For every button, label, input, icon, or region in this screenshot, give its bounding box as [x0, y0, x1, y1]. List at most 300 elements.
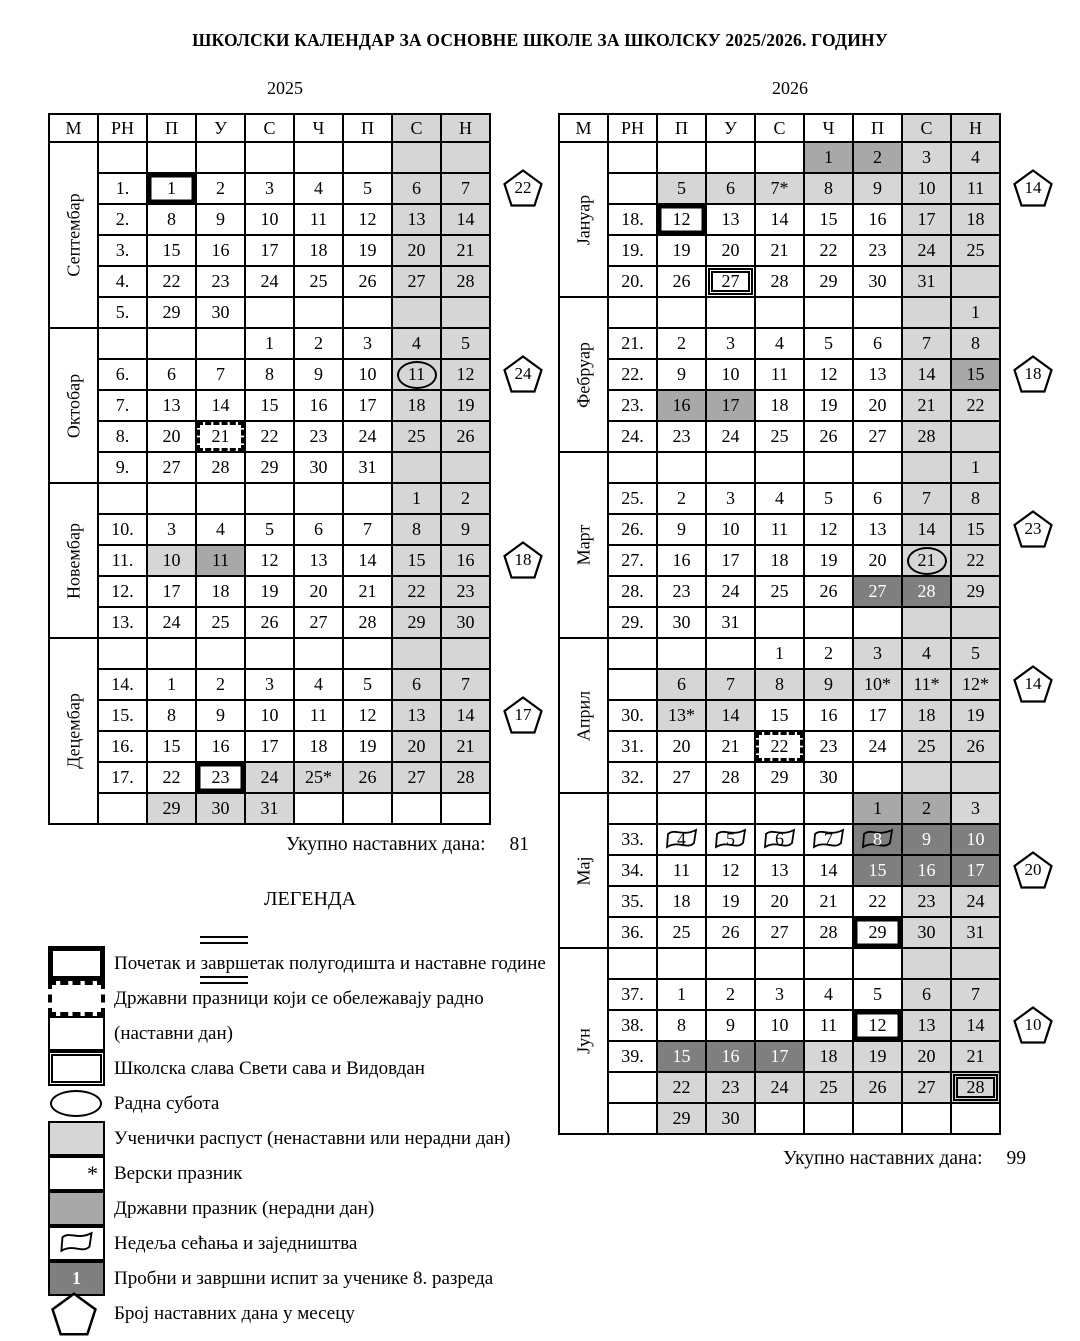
day-cell: 28 — [902, 421, 951, 452]
day-cell: 19 — [853, 1041, 902, 1072]
legend-item — [48, 946, 548, 981]
day-cell — [755, 948, 804, 979]
week-number-cell — [608, 793, 657, 824]
day-cell: 17 — [706, 545, 755, 576]
day-header: П — [853, 114, 902, 142]
day-cell: 12 — [706, 855, 755, 886]
day-cell: 19 — [245, 576, 294, 607]
day-cell: 23 — [706, 1072, 755, 1103]
day-cell: 5 — [245, 514, 294, 545]
day-cell: 27 — [853, 576, 902, 607]
day-cell: 15 — [657, 1041, 706, 1072]
teaching-days-count: 10 — [1024, 1014, 1042, 1034]
week-number-cell: 6. — [98, 359, 147, 390]
day-cell: 8 — [951, 483, 1000, 514]
day-cell: 21 — [343, 576, 392, 607]
day-cell: 2 — [657, 483, 706, 514]
day-cell: 1 — [392, 483, 441, 514]
day-cell: 22 — [147, 266, 196, 297]
day-cell: 25 — [902, 731, 951, 762]
day-cell — [343, 483, 392, 514]
day-cell — [343, 142, 392, 173]
day-cell: 28 — [804, 917, 853, 948]
year-label-2026: 2026 — [772, 78, 808, 98]
day-cell: 15 — [147, 731, 196, 762]
day-cell — [392, 638, 441, 669]
day-cell: 8 — [951, 328, 1000, 359]
day-cell: 6 — [902, 979, 951, 1010]
day-cell: 10 — [245, 700, 294, 731]
week-row — [49, 483, 490, 514]
day-cell: 21 — [196, 421, 245, 452]
day-cell: 2 — [804, 638, 853, 669]
day-cell: 6 — [657, 669, 706, 700]
day-cell: 12 — [804, 359, 853, 390]
day-cell: 11 — [392, 359, 441, 390]
day-cell: 12* — [951, 669, 1000, 700]
day-cell: 19 — [706, 886, 755, 917]
day-cell — [755, 452, 804, 483]
day-cell: 31 — [902, 266, 951, 297]
day-cell — [343, 793, 392, 824]
day-cell: 5 — [343, 173, 392, 204]
day-cell: 26 — [343, 762, 392, 793]
day-cell: 3 — [706, 328, 755, 359]
day-cell: 14 — [902, 359, 951, 390]
day-cell: 22 — [951, 545, 1000, 576]
day-cell: 6 — [392, 173, 441, 204]
day-cell: 9 — [657, 514, 706, 545]
month-label: Септембар — [49, 142, 98, 328]
week-number-cell: 8. — [98, 421, 147, 452]
day-cell — [294, 638, 343, 669]
day-cell: 27 — [853, 421, 902, 452]
day-cell: 26 — [804, 576, 853, 607]
day-cell: 7 — [343, 514, 392, 545]
day-cell: 11 — [755, 514, 804, 545]
day-header: Ч — [294, 114, 343, 142]
day-cell: 9 — [196, 204, 245, 235]
day-cell: 21 — [902, 390, 951, 421]
legend-item — [48, 1226, 548, 1261]
day-cell — [951, 266, 1000, 297]
legend-item — [48, 1296, 548, 1331]
week-row — [49, 390, 490, 421]
day-cell: 25 — [196, 607, 245, 638]
day-cell: 27 — [294, 607, 343, 638]
month-label: Фебруар — [559, 297, 608, 452]
week-row — [559, 886, 1000, 917]
week-row — [559, 1103, 1000, 1134]
day-cell: 5 — [853, 979, 902, 1010]
day-header: С — [755, 114, 804, 142]
day-cell — [902, 948, 951, 979]
day-cell: 9 — [804, 669, 853, 700]
day-header: У — [196, 114, 245, 142]
day-cell: 21 — [441, 731, 490, 762]
week-row — [49, 762, 490, 793]
day-cell: 2 — [294, 328, 343, 359]
day-cell: 30 — [441, 607, 490, 638]
day-cell: 12 — [657, 204, 706, 235]
day-cell: 11 — [755, 359, 804, 390]
day-header: Н — [951, 114, 1000, 142]
flag-swatch — [48, 1226, 105, 1261]
day-cell — [706, 452, 755, 483]
week-number-cell — [608, 948, 657, 979]
day-cell: 1 — [147, 669, 196, 700]
teaching-days-pentagon — [503, 696, 543, 734]
day-cell: 18 — [951, 204, 1000, 235]
day-cell: 31 — [706, 607, 755, 638]
day-cell — [853, 297, 902, 328]
day-cell: 23 — [196, 762, 245, 793]
day-cell: 6 — [853, 483, 902, 514]
day-cell: 14 — [755, 204, 804, 235]
medium-gray-swatch — [48, 1191, 105, 1226]
week-row — [559, 1072, 1000, 1103]
day-cell — [951, 948, 1000, 979]
legend-item-label: (наставни дан) — [114, 1022, 233, 1044]
day-cell: 18 — [392, 390, 441, 421]
week-row — [49, 235, 490, 266]
week-row — [49, 638, 490, 669]
day-cell: 29 — [657, 1103, 706, 1134]
day-cell: 28 — [755, 266, 804, 297]
day-cell: 29 — [853, 917, 902, 948]
day-cell: 21 — [951, 1041, 1000, 1072]
legend-item — [48, 1051, 548, 1086]
week-row — [49, 297, 490, 328]
day-cell: 8 — [657, 1010, 706, 1041]
day-cell: 20 — [657, 731, 706, 762]
week-row — [559, 266, 1000, 297]
day-cell: 13 — [755, 855, 804, 886]
month-label: Новембар — [49, 483, 98, 638]
week-row — [559, 607, 1000, 638]
double-line-mark — [200, 976, 248, 984]
day-cell — [245, 638, 294, 669]
day-cell — [657, 793, 706, 824]
legend-item — [48, 1191, 548, 1226]
week-number-cell — [608, 1103, 657, 1134]
day-cell: 4 — [804, 979, 853, 1010]
day-cell — [804, 793, 853, 824]
week-row — [559, 1010, 1000, 1041]
legend-item — [48, 1016, 548, 1051]
week-number-cell — [608, 669, 657, 700]
week-number-cell: 33. — [608, 824, 657, 855]
day-cell: 30 — [804, 762, 853, 793]
day-cell: 8 — [804, 173, 853, 204]
day-cell: 9 — [196, 700, 245, 731]
double-border-swatch — [48, 1051, 105, 1086]
day-cell: 24 — [902, 235, 951, 266]
legend-item — [48, 1261, 548, 1296]
week-row — [49, 328, 490, 359]
week-row — [49, 421, 490, 452]
day-cell: 30 — [902, 917, 951, 948]
day-cell: 11 — [657, 855, 706, 886]
day-cell: 6 — [755, 824, 804, 855]
day-cell — [657, 948, 706, 979]
day-cell — [294, 793, 343, 824]
day-cell — [392, 297, 441, 328]
day-cell: 4 — [294, 173, 343, 204]
day-cell — [657, 638, 706, 669]
week-number-cell — [608, 452, 657, 483]
week-row — [49, 204, 490, 235]
day-cell: 28 — [343, 607, 392, 638]
day-cell: 22 — [755, 731, 804, 762]
day-cell: 10 — [706, 359, 755, 390]
day-cell: 19 — [804, 390, 853, 421]
day-cell: 13 — [706, 204, 755, 235]
day-header: РН — [98, 114, 147, 142]
day-cell: 13 — [853, 359, 902, 390]
teaching-days-count: 17 — [514, 704, 532, 724]
day-cell: 23 — [902, 886, 951, 917]
total-value: 81 — [509, 834, 529, 855]
day-cell: 31 — [343, 452, 392, 483]
day-cell: 30 — [294, 452, 343, 483]
day-cell: 1 — [755, 638, 804, 669]
double-line-mark — [200, 936, 248, 944]
day-cell: 16 — [294, 390, 343, 421]
header-row — [559, 114, 1000, 142]
day-cell — [441, 452, 490, 483]
day-cell: 2 — [853, 142, 902, 173]
week-number-cell: 26. — [608, 514, 657, 545]
day-cell: 9 — [853, 173, 902, 204]
week-row — [559, 576, 1000, 607]
day-cell: 24 — [343, 421, 392, 452]
day-cell: 18 — [755, 390, 804, 421]
day-cell — [343, 297, 392, 328]
day-cell — [441, 142, 490, 173]
day-cell: 3 — [951, 793, 1000, 824]
day-cell: 7 — [706, 669, 755, 700]
week-row — [559, 483, 1000, 514]
week-number-cell: 1. — [98, 173, 147, 204]
day-cell: 3 — [853, 638, 902, 669]
teaching-days-count: 24 — [514, 363, 532, 383]
day-cell — [755, 793, 804, 824]
legend-item-label: Државни празник (нерадни дан) — [114, 1197, 375, 1219]
week-row — [559, 390, 1000, 421]
day-cell — [951, 607, 1000, 638]
day-header: Ч — [804, 114, 853, 142]
week-row — [559, 979, 1000, 1010]
calendar-table-2026 — [558, 113, 1042, 1135]
day-cell: 8 — [392, 514, 441, 545]
day-cell: 23 — [657, 576, 706, 607]
day-cell: 30 — [196, 793, 245, 824]
month-label: Март — [559, 452, 608, 638]
day-cell: 29 — [147, 793, 196, 824]
day-cell: 17 — [706, 390, 755, 421]
month-label: Април — [559, 638, 608, 793]
week-number-cell: 30. — [608, 700, 657, 731]
day-cell: 16 — [804, 700, 853, 731]
legend-item — [48, 1156, 548, 1191]
week-number-cell — [608, 142, 657, 173]
week-number-cell — [98, 142, 147, 173]
week-row — [559, 1041, 1000, 1072]
day-header: М — [559, 114, 608, 142]
day-cell — [196, 638, 245, 669]
teaching-days-pentagon — [1013, 1006, 1053, 1044]
day-cell: 26 — [657, 266, 706, 297]
day-cell — [755, 607, 804, 638]
day-cell — [902, 1103, 951, 1134]
day-cell: 10 — [706, 514, 755, 545]
week-number-cell: 31. — [608, 731, 657, 762]
day-cell: 4 — [902, 638, 951, 669]
day-cell: 15 — [392, 545, 441, 576]
day-cell — [853, 1103, 902, 1134]
day-cell — [706, 793, 755, 824]
legend — [48, 946, 548, 1331]
week-row — [559, 638, 1000, 669]
legend-item — [48, 1086, 548, 1121]
week-number-cell: 27. — [608, 545, 657, 576]
day-cell: 19 — [343, 235, 392, 266]
day-cell — [343, 638, 392, 669]
day-cell: 10 — [245, 204, 294, 235]
calendar-grid — [48, 113, 491, 825]
day-cell: 29 — [755, 762, 804, 793]
day-cell: 27 — [755, 917, 804, 948]
day-cell — [441, 297, 490, 328]
week-row — [559, 793, 1000, 824]
day-cell: 13 — [392, 204, 441, 235]
day-cell — [392, 793, 441, 824]
legend-item-label: Школска слава Свети сава и Видовдан — [114, 1057, 425, 1079]
teaching-days-count: 22 — [514, 177, 532, 197]
day-cell — [196, 328, 245, 359]
day-cell: 6 — [392, 669, 441, 700]
day-cell: 7 — [951, 979, 1000, 1010]
day-cell: 16 — [196, 731, 245, 762]
day-cell — [804, 607, 853, 638]
day-header: П — [657, 114, 706, 142]
day-cell: 25 — [755, 421, 804, 452]
day-cell: 26 — [245, 607, 294, 638]
day-cell: 21 — [902, 545, 951, 576]
day-cell: 2 — [196, 173, 245, 204]
day-cell: 9 — [657, 359, 706, 390]
day-cell: 27 — [657, 762, 706, 793]
total-teaching-days-2025 — [286, 834, 529, 856]
day-cell: 19 — [951, 700, 1000, 731]
week-number-cell: 4. — [98, 266, 147, 297]
day-cell: 26 — [343, 266, 392, 297]
day-cell: 27 — [706, 266, 755, 297]
day-header: С — [902, 114, 951, 142]
legend-item-label: Верски празник — [114, 1162, 243, 1184]
legend-item — [48, 981, 548, 1016]
day-cell: 15 — [951, 359, 1000, 390]
day-cell: 19 — [343, 731, 392, 762]
day-cell: 16 — [853, 204, 902, 235]
day-cell: 11 — [294, 204, 343, 235]
oval-icon — [50, 1090, 102, 1117]
day-cell: 27 — [392, 266, 441, 297]
day-cell — [706, 297, 755, 328]
day-cell: 27 — [902, 1072, 951, 1103]
day-cell: 23 — [657, 421, 706, 452]
week-number-cell: 10. — [98, 514, 147, 545]
day-cell: 25 — [392, 421, 441, 452]
day-cell: 22 — [951, 390, 1000, 421]
day-cell — [245, 142, 294, 173]
day-cell: 6 — [853, 328, 902, 359]
month-label: Октобар — [49, 328, 98, 483]
day-header: П — [147, 114, 196, 142]
day-cell: 9 — [294, 359, 343, 390]
day-cell: 4 — [755, 328, 804, 359]
day-cell: 3 — [343, 328, 392, 359]
day-cell: 24 — [245, 762, 294, 793]
day-cell: 3 — [706, 483, 755, 514]
week-number-cell — [608, 297, 657, 328]
day-cell — [441, 793, 490, 824]
day-cell: 30 — [853, 266, 902, 297]
day-cell: 20 — [392, 235, 441, 266]
week-number-cell: 29. — [608, 607, 657, 638]
week-row — [559, 545, 1000, 576]
day-cell: 29 — [147, 297, 196, 328]
day-cell: 1 — [804, 142, 853, 173]
total-teaching-days-2026 — [783, 1148, 1026, 1170]
day-cell: 14 — [902, 514, 951, 545]
day-cell — [196, 483, 245, 514]
week-number-cell: 3. — [98, 235, 147, 266]
legend-item-label: Почетак и завршетак полугодишта и наставне године — [114, 952, 546, 974]
calendar-grid — [558, 113, 1001, 1135]
day-cell: 13 — [392, 700, 441, 731]
legend-item — [48, 1121, 548, 1156]
day-cell: 9 — [902, 824, 951, 855]
day-cell: 20 — [294, 576, 343, 607]
day-cell: 18 — [196, 576, 245, 607]
legend-item-label: Државни празници који се обележавају радно — [114, 987, 484, 1009]
week-row — [49, 607, 490, 638]
day-cell — [657, 297, 706, 328]
day-cell: 22 — [657, 1072, 706, 1103]
day-cell — [902, 762, 951, 793]
day-cell: 10 — [343, 359, 392, 390]
day-cell: 25 — [804, 1072, 853, 1103]
day-cell: 7 — [902, 483, 951, 514]
week-number-cell — [608, 173, 657, 204]
day-cell — [902, 607, 951, 638]
day-cell: 2 — [657, 328, 706, 359]
day-cell — [804, 452, 853, 483]
day-cell: 28 — [441, 266, 490, 297]
week-row — [559, 762, 1000, 793]
day-cell — [853, 762, 902, 793]
day-cell — [706, 638, 755, 669]
week-row — [49, 700, 490, 731]
teaching-days-pentagon — [1013, 851, 1053, 889]
day-header: П — [343, 114, 392, 142]
day-cell — [392, 452, 441, 483]
day-cell — [196, 142, 245, 173]
week-number-cell — [608, 1072, 657, 1103]
year-label-2025: 2025 — [267, 78, 303, 98]
